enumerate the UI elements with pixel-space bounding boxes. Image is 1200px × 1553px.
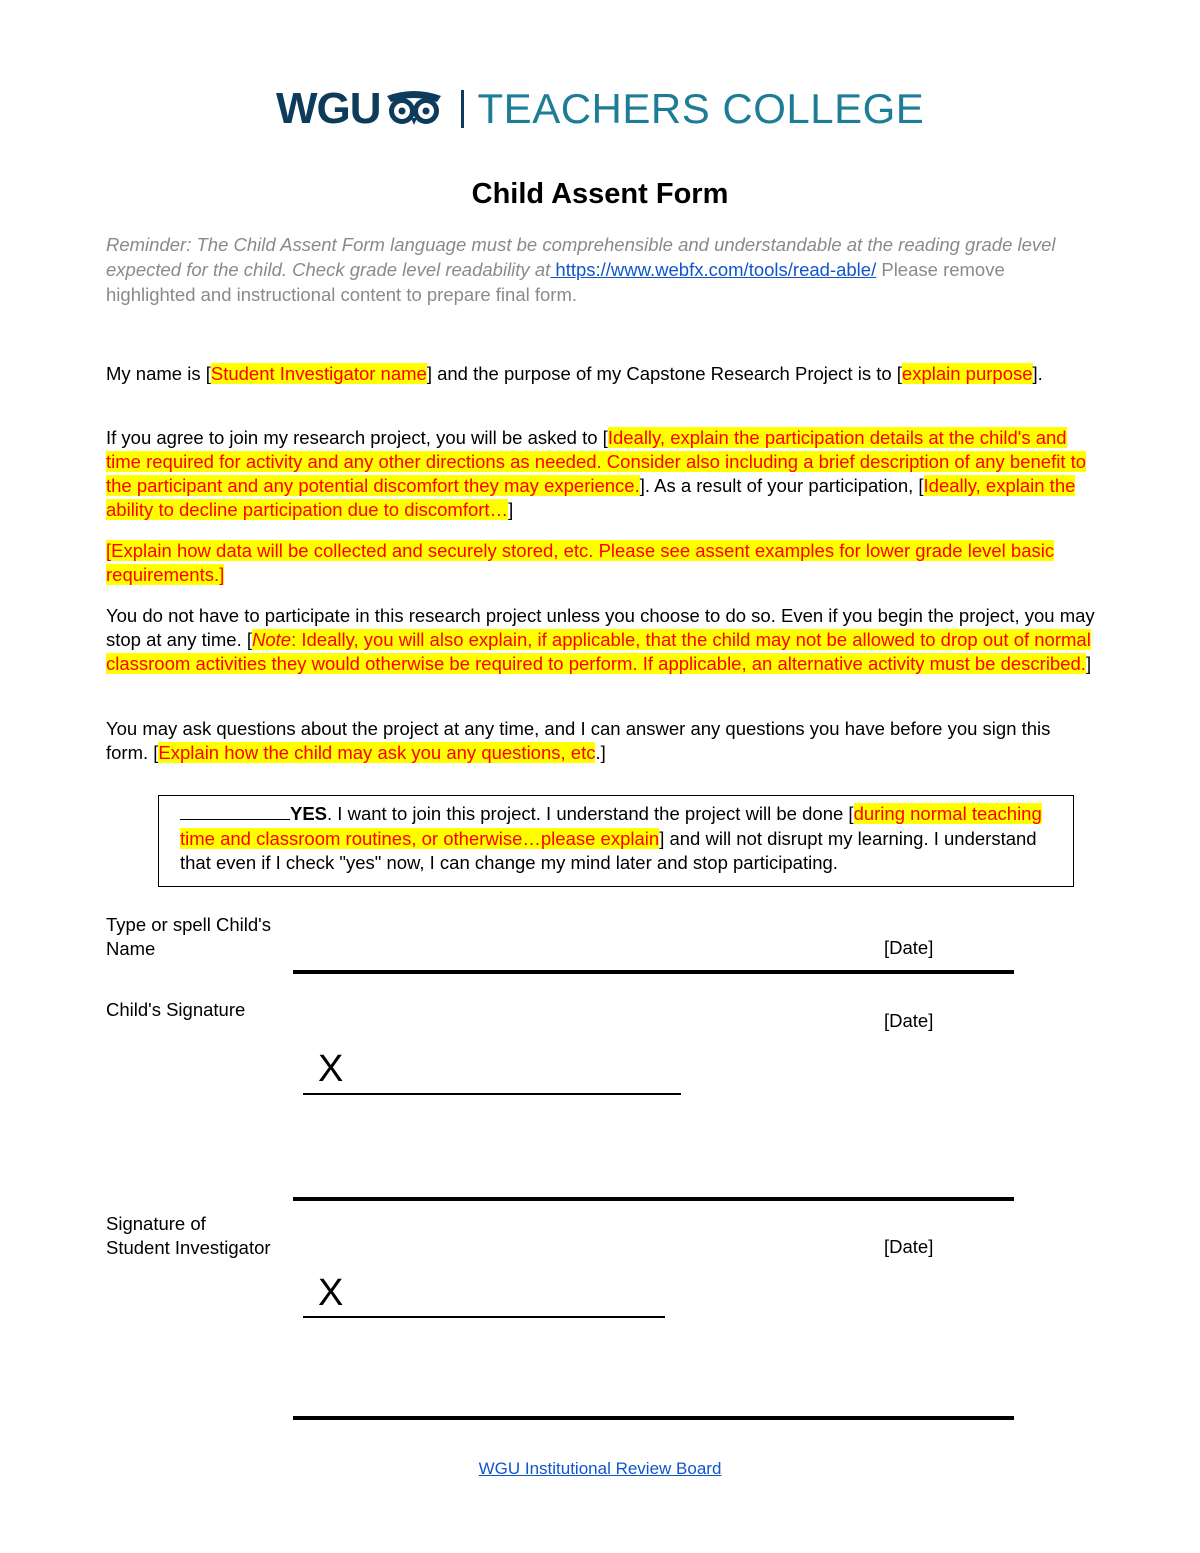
page-title: Child Assent Form [471,178,729,210]
p1-highlight-name: Student Investigator name [210,363,427,384]
paragraph-questions [106,717,1096,765]
child-name-date: [Date] [884,937,934,958]
p4-text-c: ] [1085,653,1092,674]
p2-highlight-decline: Ideally, explain the ability to decline participation due to discomfort… [106,475,1076,520]
p2-text-c: ] [508,499,514,520]
reminder-after: Please remove highlighted and instructional content to prepare final form. [106,259,1005,305]
paragraph-voluntary [106,604,1096,676]
p5-text-c: .] [595,742,606,763]
p1-text-c: ]. [1032,363,1043,384]
child-name-label-line1: Type or spell Child's [106,914,271,935]
logo-separator [461,90,464,128]
p2-highlight-details: Ideally, explain the participation details at the child's and time required for activity and any other directions as needed. Consider also including a brief description of any benefit to the participant and any potential discomfort they may experience. [106,427,1087,496]
p3-highlight-data: [Explain how data will be collected and securely stored, etc. Please see assent examples for lower grade level basic requirements.] [106,540,1055,585]
child-signature-date-line[interactable] [293,1197,1014,1201]
yes-text-a: . I want to join this project. I understand the project will be done [ [327,803,854,824]
child-signature-date: [Date] [884,1010,934,1031]
investigator-label-line2: Student Investigator [106,1237,271,1258]
logo-teachers-college: TEACHERS COLLEGE [477,85,925,132]
paragraph-data-storage [106,539,1096,587]
investigator-signature-date-line[interactable] [293,1416,1014,1420]
child-signature-line[interactable] [303,1093,681,1095]
reminder-text: Reminder: The Child Assent Form language must be comprehensible and understandable at the reading grade level expected for the child. Check grade level readability at [106,234,1056,280]
yes-consent-box [158,795,1074,887]
child-name-label-line2: Name [106,938,156,959]
yes-label: YES [290,803,328,824]
paragraph-name-purpose [106,362,1096,386]
p1-text-b: ] and the purpose of my Capstone Research Project is to [ [426,363,902,384]
paragraph-participation [106,426,1096,522]
yes-checkbox-blank[interactable] [180,803,290,820]
irb-link[interactable]: WGU Institutional Review Board [478,1459,722,1478]
child-signature-label: Child's Signature [106,999,246,1020]
investigator-label-line1: Signature of [106,1213,206,1234]
p1-highlight-purpose: explain purpose [901,363,1033,384]
child-signature-x: X [318,1048,344,1090]
p2-text-a: If you agree to join my research project, you will be asked to [ [106,427,608,448]
p2-text-b: ]. As a result of your participation, [ [639,475,924,496]
investigator-signature-x: X [318,1272,344,1314]
yes-text-b: ] and will not disrupt my learning. I understand that even if I check "yes" now, I can change my mind later and stop participating. [180,827,1037,873]
child-name-line[interactable] [293,970,1014,974]
investigator-signature-date: [Date] [884,1236,934,1257]
footer [0,1459,1200,1479]
investigator-signature-label [106,1212,271,1260]
reminder-instructions [106,232,1096,307]
yes-consent-text [180,802,1070,876]
investigator-signature-line[interactable] [303,1316,665,1318]
readability-link[interactable]: https://www.webfx.com/tools/read-able/ [550,259,877,280]
child-name-label [106,913,271,961]
wgu-teachers-college-logo [276,84,924,134]
logo-wgu: WGU [276,84,381,133]
p5-text-a: You may ask questions about the project at any time, and I can answer any questions you have before you sign this form. [ [106,718,1051,763]
owl-icon [385,88,443,131]
p4-highlight-alternative: : Ideally, you will also explain, if applicable, that the child may not be allowed to drop out of normal classroom activities they would otherwise be required to perform. If applicable, an alternative activity must be described. [106,629,1091,674]
p1-text-a: My name is [ [106,363,211,384]
p4-text-a: You do not have to participate in this research project unless you choose to do so. Even if you begin the project, you may stop at any time. [ [106,605,1095,650]
p4-highlight-note: Note [252,629,292,650]
p5-highlight-questions: Explain how the child may ask you any questions, etc [158,742,596,763]
yes-highlight-timing: during normal teaching time and classroom routines, or otherwise…please explain [180,803,1042,849]
